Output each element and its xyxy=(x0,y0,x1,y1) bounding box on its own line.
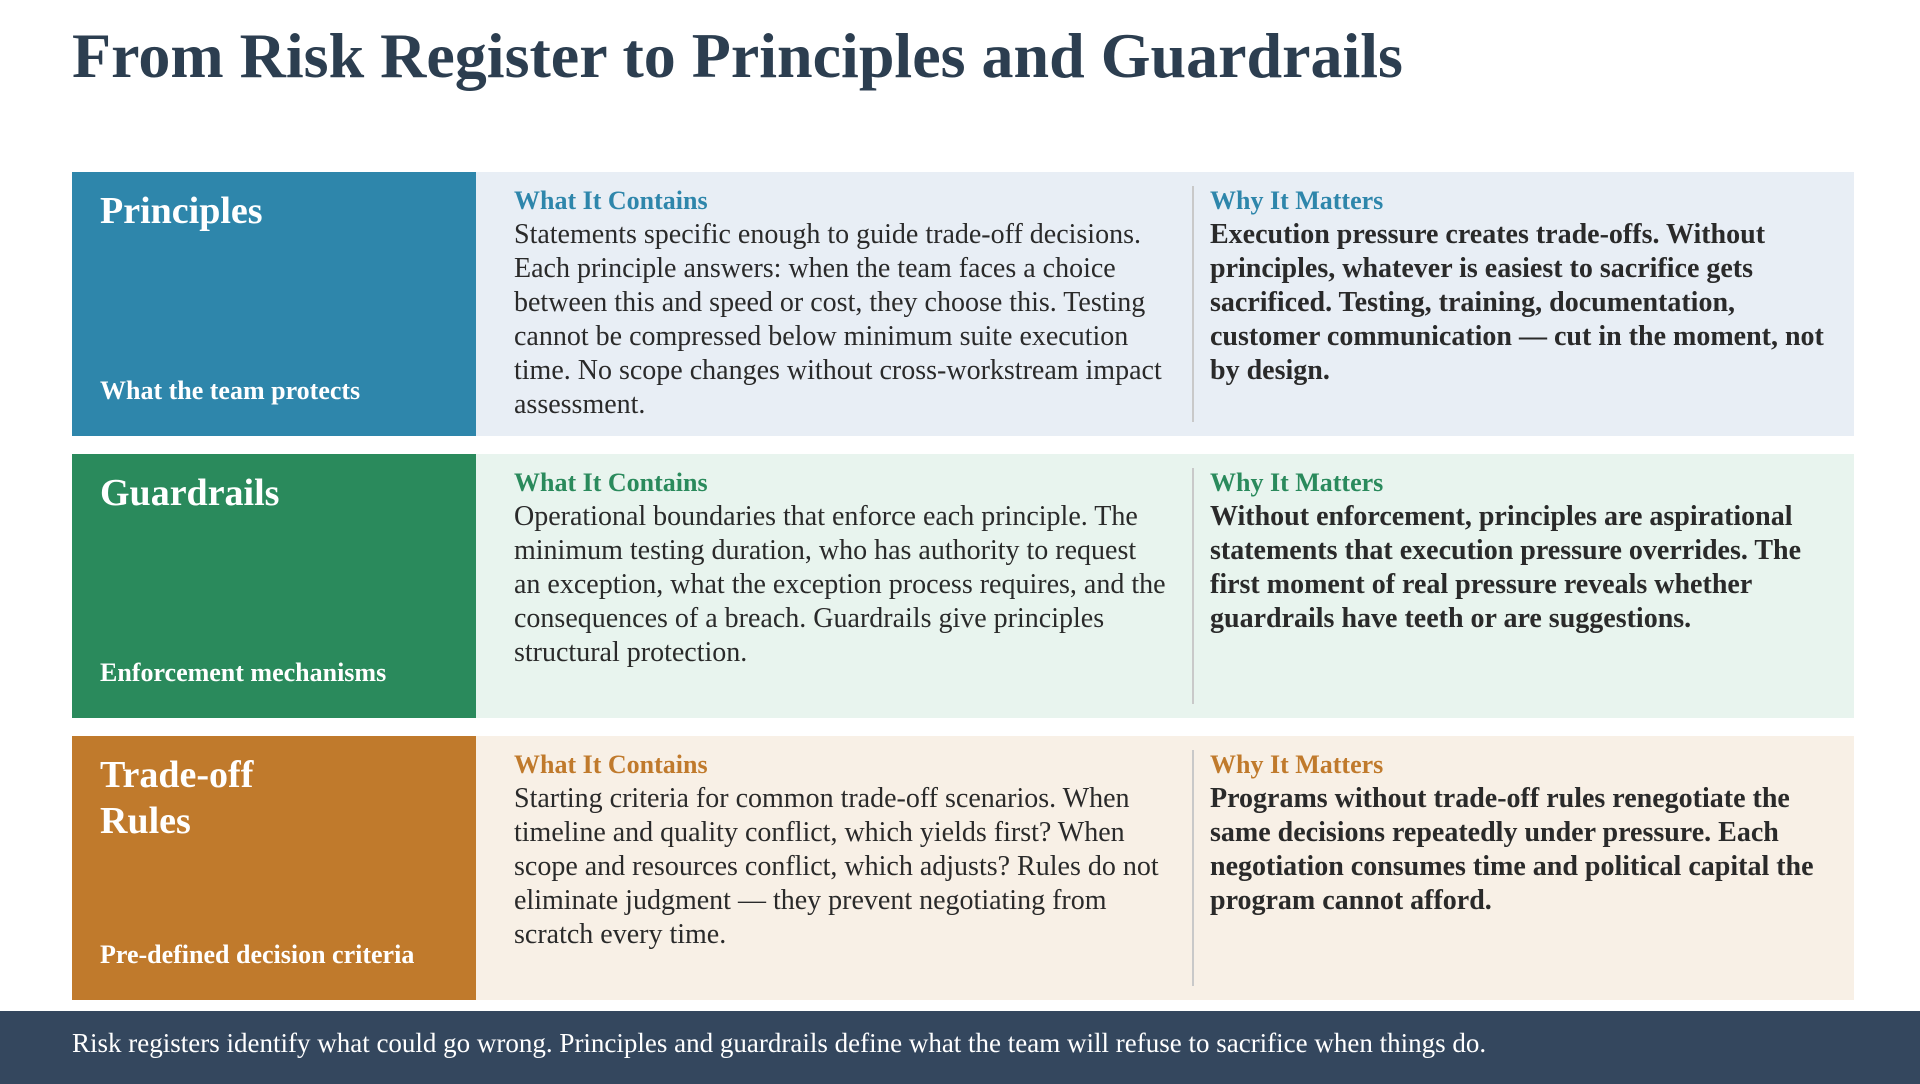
what-it-contains-column xyxy=(476,186,1192,422)
what-it-contains-heading: What It Contains xyxy=(514,468,708,497)
what-it-contains-text: Starting criteria for common trade-off scenarios. When timeline and quality conflict, which yields first? When scope and resources conflict, which adjusts? Rules do not eliminate judgment — they prevent negotiating from scratch every time. xyxy=(514,783,1159,950)
row-name: Guardrails xyxy=(100,472,280,514)
why-it-matters-text: Without enforcement, principles are aspirational statements that execution pressure overrides. The first moment of real pressure reveals whether guardrails have teeth or are suggestions. xyxy=(1210,501,1802,634)
what-it-contains-column xyxy=(476,468,1192,704)
why-it-matters-heading: Why It Matters xyxy=(1210,468,1384,497)
row-subtitle: What the team protects xyxy=(100,376,361,405)
why-it-matters-heading: Why It Matters xyxy=(1210,750,1384,779)
why-it-matters-heading: Why It Matters xyxy=(1210,186,1384,215)
row-guardrails xyxy=(72,454,1854,718)
row-name: Trade-off Rules xyxy=(100,754,254,842)
what-it-contains-column xyxy=(476,750,1192,986)
trade-off-rules-content xyxy=(476,736,1854,1000)
row-trade-off-rules xyxy=(72,736,1854,1000)
principles-content xyxy=(476,172,1854,436)
why-it-matters-column xyxy=(1194,186,1854,422)
footer-summary: Risk registers identify what could go wrong. Principles and guardrails define what the team will refuse to sacrifice when things do. xyxy=(0,1011,1920,1084)
principles-label-block xyxy=(72,172,476,436)
trade-off-rules-label-block xyxy=(72,736,476,1000)
why-it-matters-text: Execution pressure creates trade-offs. Without principles, whatever is easiest to sacrifice gets sacrificed. Testing, training, documentation, customer communication — cut in the moment, not by design. xyxy=(1210,219,1824,386)
row-principles xyxy=(72,172,1854,436)
why-it-matters-column xyxy=(1194,468,1854,704)
row-subtitle: Enforcement mechanisms xyxy=(100,658,387,687)
row-subtitle: Pre-defined decision criteria xyxy=(100,940,415,969)
what-it-contains-text: Statements specific enough to guide trade-off decisions. Each principle answers: when the team faces a choice between this and speed or cost, they choose this. Testing cannot be compressed below minimum suite execution time. No scope changes without cross-workstream impact assessment. xyxy=(514,219,1162,420)
why-it-matters-column xyxy=(1194,750,1854,986)
what-it-contains-text: Operational boundaries that enforce each principle. The minimum testing duration, who has authority to request an exception, what the exception process requires, and the consequences of a breach. Guardrails give principles structural protection. xyxy=(514,501,1166,668)
framework-table xyxy=(72,172,1854,1018)
page-title: From Risk Register to Principles and Guardrails xyxy=(72,20,1403,91)
guardrails-content xyxy=(476,454,1854,718)
row-name: Principles xyxy=(100,190,263,232)
what-it-contains-heading: What It Contains xyxy=(514,750,708,779)
guardrails-label-block xyxy=(72,454,476,718)
why-it-matters-text: Programs without trade-off rules renegotiate the same decisions repeatedly under pressure. Each negotiation consumes time and political capital the program cannot afford. xyxy=(1210,783,1814,916)
what-it-contains-heading: What It Contains xyxy=(514,186,708,215)
